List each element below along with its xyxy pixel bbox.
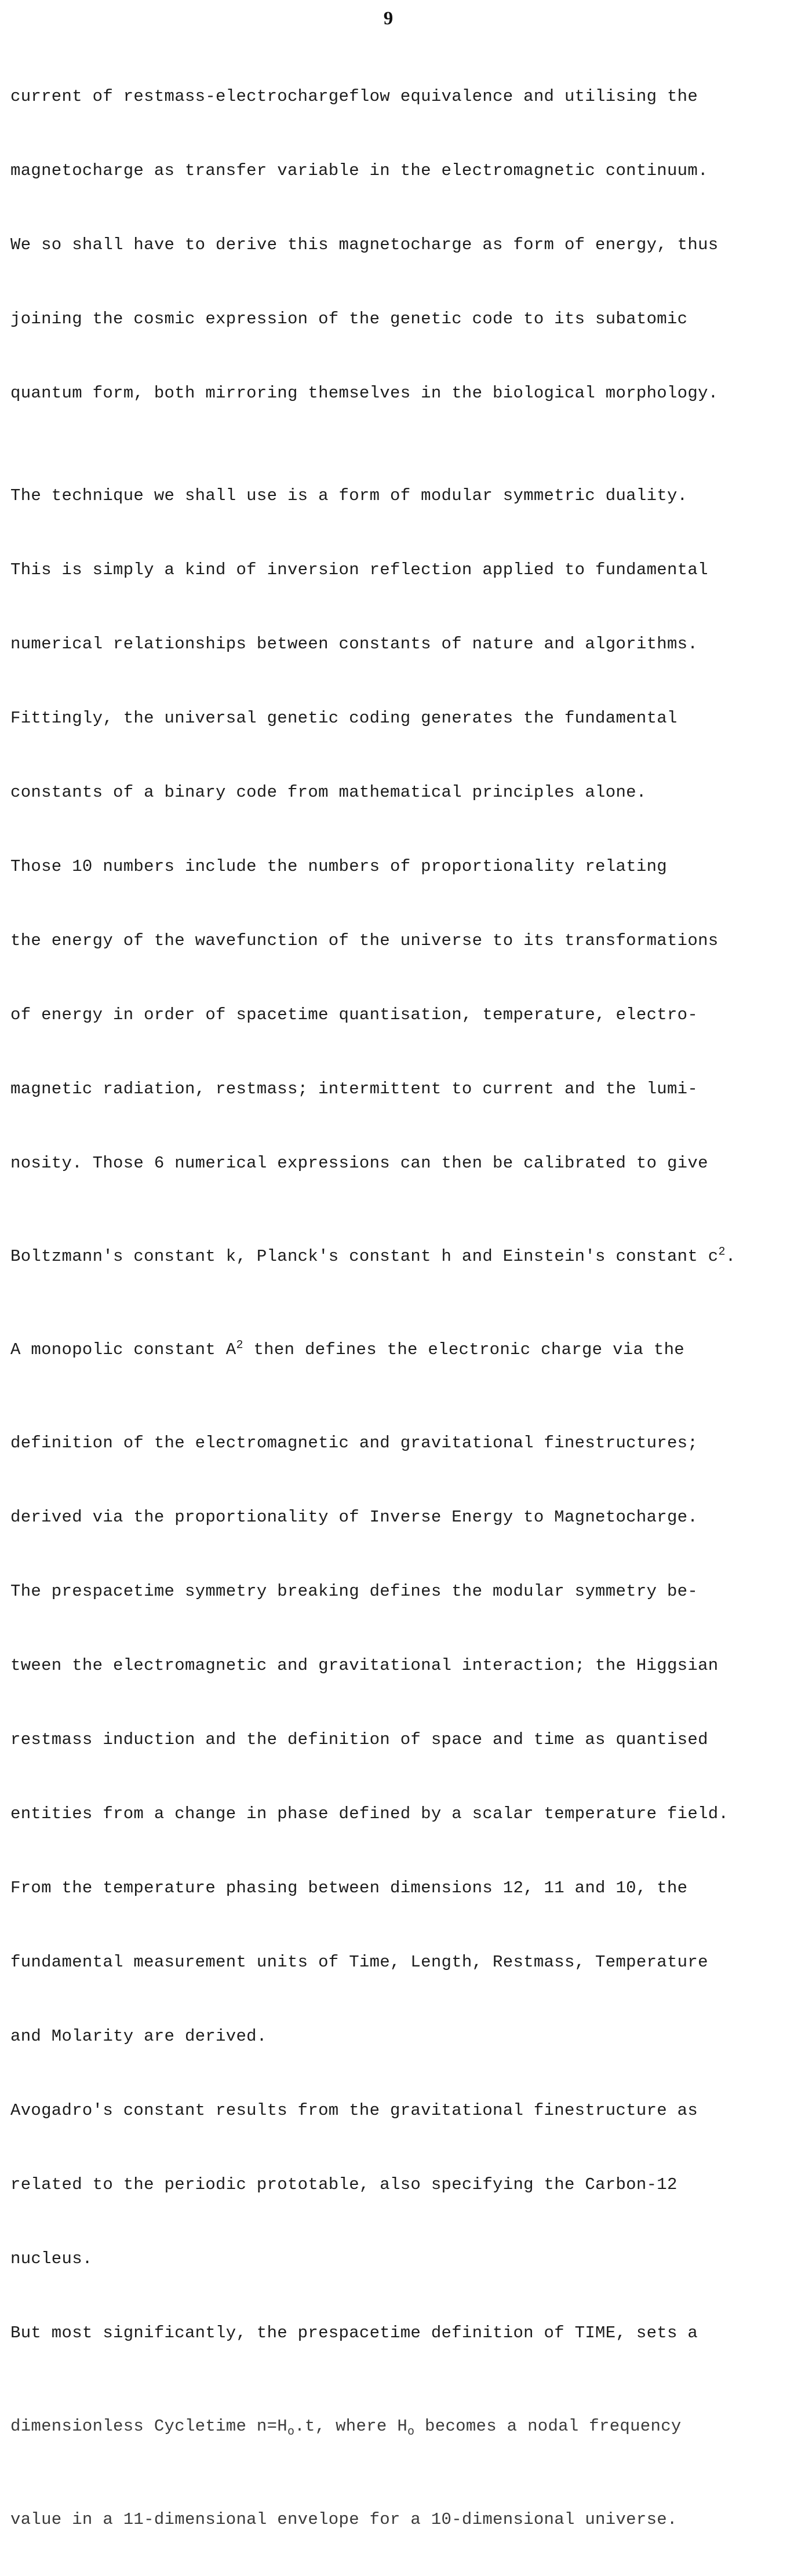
text-line: The prespacetime symmetry breaking defines the modular symmetry be- <box>10 1582 698 1601</box>
text-line: entities from a change in phase defined by a scalar temperature field. <box>10 1804 729 1823</box>
cycletime-text: dimensionless Cycletime n=H <box>10 2417 287 2436</box>
text-line: and Molarity are derived. <box>10 2027 267 2046</box>
body-text <box>10 41 787 2576</box>
text-line: related to the periodic prototable, also specifying the Carbon-12 <box>10 2175 677 2194</box>
text-line: the energy of the wavefunction of the universe to its transformations <box>10 931 719 950</box>
text-line: nosity. Those 6 numerical expressions can then be calibrated to give <box>10 1154 708 1173</box>
text-line: tween the electromagnetic and gravitational interaction; the Higgsian <box>10 1656 719 1675</box>
text-line: restmass induction and the definition of space and time as quantised <box>10 1730 708 1749</box>
text-line: We so shall have to derive this magnetocharge as form of energy, thus <box>10 235 719 254</box>
cycletime-text-end: becomes a nodal frequency <box>414 2417 682 2436</box>
page-number: 9 <box>383 8 394 29</box>
text-line: Fittingly, the universal genetic coding generates the fundamental <box>10 709 677 728</box>
text-line: But most significantly, the prespacetime definition of TIME, sets a <box>10 2323 698 2343</box>
text-line: Those 10 numbers include the numbers of proportionality relating <box>10 857 667 876</box>
monopolic-text: A monopolic constant A <box>10 1340 236 1359</box>
text-line: constants of a binary code from mathematical principles alone. <box>10 783 647 802</box>
text-line: The technique we shall use is a form of modular symmetric duality. <box>10 486 688 505</box>
text-line-cycletime <box>10 2409 787 2444</box>
text-line: Avogadro's constant results from the gravitational finestructure as <box>10 2101 698 2120</box>
text-line: derived via the proportionality of Inverse Energy to Magnetocharge. <box>10 1508 698 1527</box>
text-line: From the temperature phasing between dimensions 12, 11 and 10, the <box>10 1878 688 1898</box>
superscript: 2 <box>236 1338 243 1352</box>
superscript: 2 <box>718 1245 726 1259</box>
subscript: o <box>407 2425 415 2439</box>
text-line: magnetic radiation, restmass; intermittent to current and the lumi- <box>10 1079 698 1099</box>
constants-text: Boltzmann's constant k, Planck's constant h and Einstein's constant c <box>10 1247 719 1266</box>
text-line-constants <box>10 1239 787 1275</box>
text-line: nucleus. <box>10 2249 93 2268</box>
text-line: definition of the electromagnetic and gravitational finestructures; <box>10 1433 698 1453</box>
monopolic-text-rest: then defines the electronic charge via the <box>243 1340 685 1359</box>
cycletime-text-mid: .t, where H <box>294 2417 408 2436</box>
text-line-monopolic <box>10 1332 787 1368</box>
text-line: numerical relationships between constants of nature and algorithms. <box>10 634 698 654</box>
text-line: quantum form, both mirroring themselves in the biological morphology. <box>10 384 719 403</box>
subscript: o <box>287 2425 295 2439</box>
line-end: . <box>725 1247 736 1266</box>
text-line: of energy in order of spacetime quantisation, temperature, electro- <box>10 1005 698 1024</box>
text-line: This is simply a kind of inversion reflection applied to fundamental <box>10 560 708 579</box>
text-line: magnetocharge as transfer variable in the electromagnetic continuum. <box>10 161 708 180</box>
text-line: joining the cosmic expression of the genetic code to its subatomic <box>10 309 688 329</box>
text-line: current of restmass-electrochargeflow equivalence and utilising the <box>10 87 698 106</box>
text-line: value in a 11-dimensional envelope for a 10-dimensional universe. <box>10 2510 677 2529</box>
text-line: fundamental measurement units of Time, Length, Restmass, Temperature <box>10 1953 708 1972</box>
